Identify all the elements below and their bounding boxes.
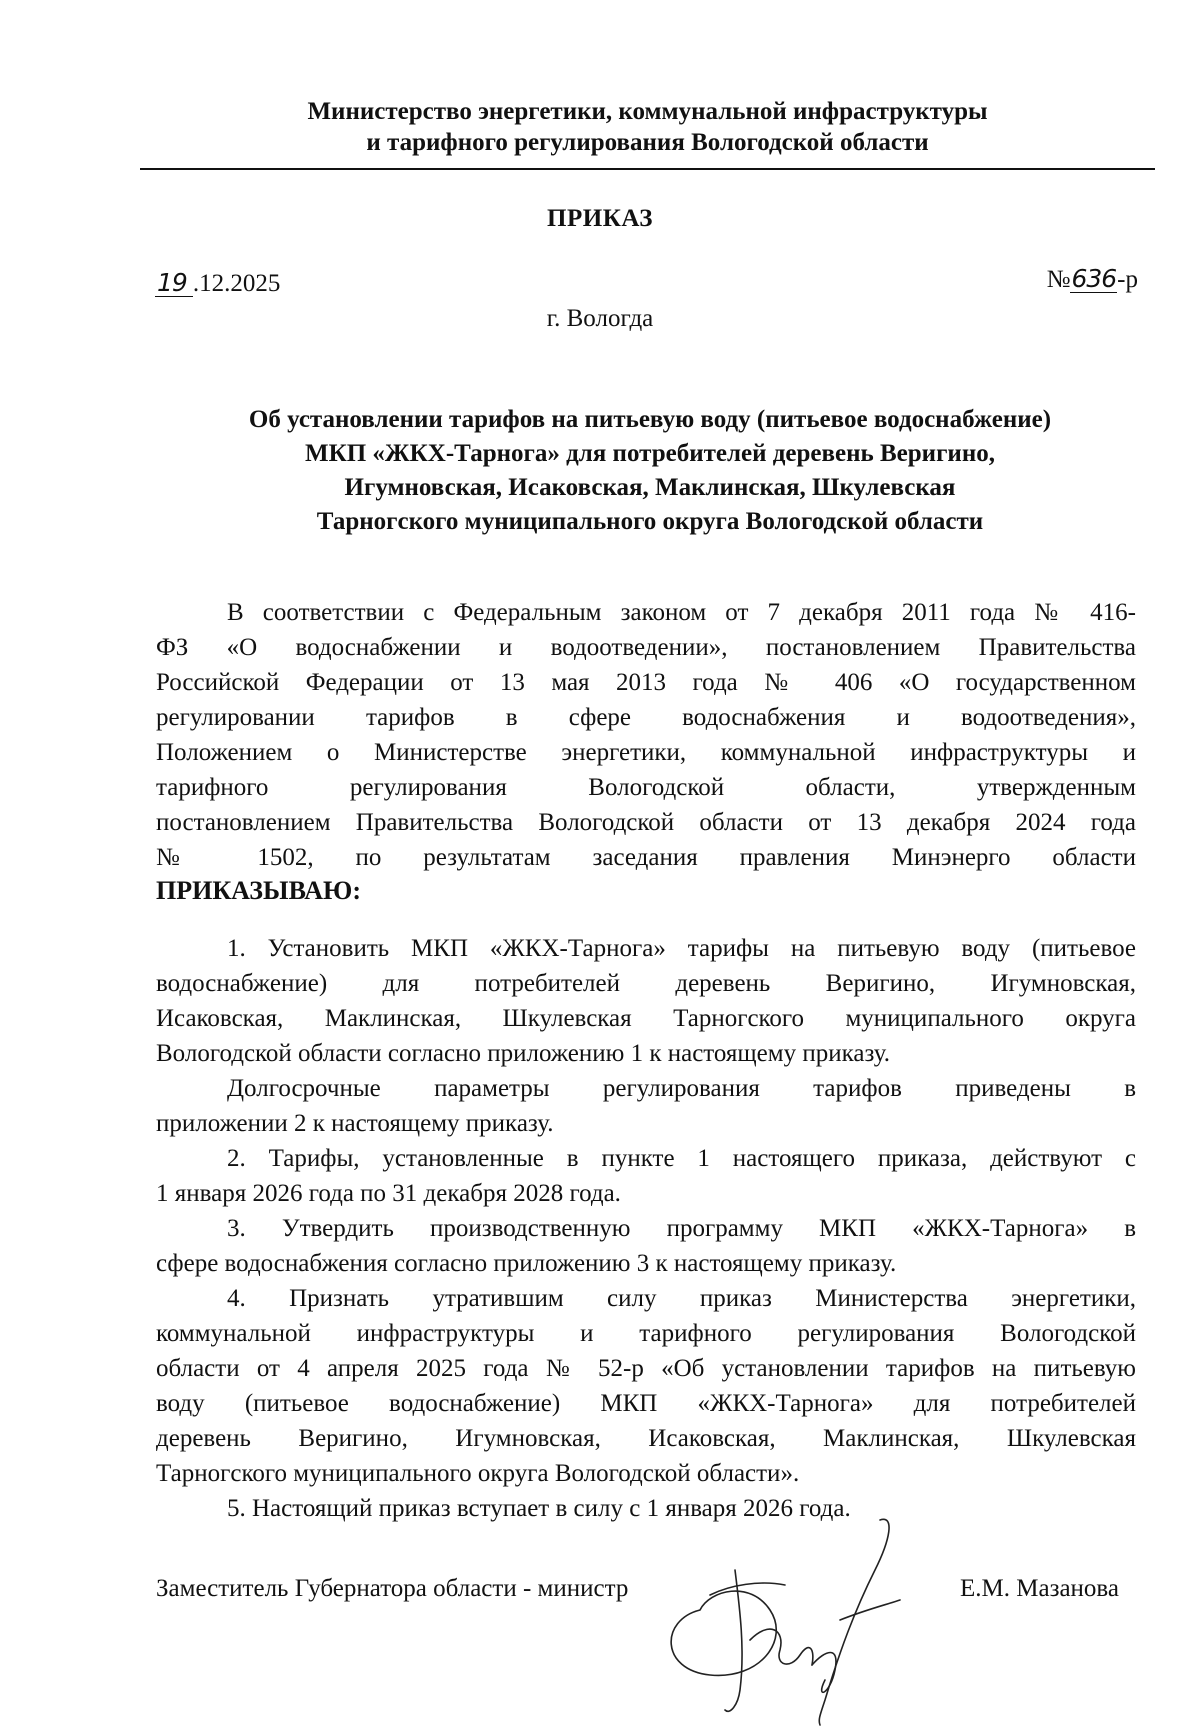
- preamble-line: постановлением Правительства Вологодской области от 13 декабря 2024 года: [156, 809, 1136, 836]
- item-line: 4. Признать утратившим силу приказ Министерства энергетики,: [227, 1285, 1136, 1312]
- heading-line: Игумновская, Исаковская, Маклинская, Шкулевская: [344, 474, 956, 501]
- preamble-line: регулировании тарифов в сфере водоснабжения и водоотведения»,: [156, 704, 1136, 731]
- preamble-line: № 1502, по результатам заседания правления Минэнерго области: [156, 844, 1136, 871]
- date-day-handwritten: 19: [155, 270, 193, 297]
- ministry-name-line-2: и тарифного регулирования Вологодской области: [366, 129, 929, 156]
- item-line: водоснабжение) для потребителей деревень Веригино, Игумновская,: [156, 970, 1136, 997]
- document-city: г. Вологда: [546, 305, 654, 332]
- item-line: Вологодской области согласно приложению 1 к настоящему приказу.: [156, 1040, 891, 1067]
- header-rule: [140, 168, 1155, 170]
- date-month-year: .12.2025: [192, 270, 281, 297]
- document-date: [155, 270, 280, 298]
- signatory-name: Е.М. Мазанова: [960, 1575, 1119, 1602]
- preamble-line: ФЗ «О водоснабжении и водоотведении», постановлением Правительства: [156, 634, 1136, 661]
- document-title: ПРИКАЗ: [547, 205, 653, 232]
- document-number: [1047, 266, 1138, 294]
- item-line: 2. Тарифы, установленные в пункте 1 настоящего приказа, действуют с: [227, 1145, 1136, 1172]
- item-line: воду (питьевое водоснабжение) МКП «ЖКХ-Тарнога» для потребителей: [156, 1390, 1136, 1417]
- handwritten-signature: [640, 1500, 970, 1730]
- order-word: ПРИКАЗЫВАЮ:: [156, 876, 361, 905]
- item-line: 1. Установить МКП «ЖКХ-Тарнога» тарифы на питьевую воду (питьевое: [227, 935, 1136, 962]
- signatory-position: Заместитель Губернатора области - министр: [156, 1575, 629, 1602]
- preamble-line: Положением о Министерстве энергетики, коммунальной инфраструктуры и: [156, 739, 1136, 766]
- preamble-line: тарифного регулирования Вологодской области, утвержденным: [156, 774, 1136, 801]
- item-line: области от 4 апреля 2025 года № 52-р «Об установлении тарифов на питьевую: [156, 1355, 1136, 1382]
- item-line: коммунальной инфраструктуры и тарифного регулирования Вологодской: [156, 1320, 1136, 1347]
- item-line: Долгосрочные параметры регулирования тарифов приведены в: [227, 1075, 1136, 1102]
- preamble-line: В соответствии с Федеральным законом от 7 декабря 2011 года № 416-: [227, 599, 1136, 626]
- number-handwritten: 636: [1071, 264, 1117, 293]
- item-line: Исаковская, Маклинская, Шкулевская Тарногского муниципального округа: [156, 1005, 1136, 1032]
- number-prefix: №: [1046, 266, 1071, 293]
- document-heading: [150, 403, 1150, 539]
- heading-line: Об установлении тарифов на питьевую воду (питьевое водоснабжение): [248, 406, 1052, 433]
- item-line: Тарногского муниципального округа Вологодской области».: [156, 1460, 800, 1487]
- item-line: сфере водоснабжения согласно приложению 3 к настоящему приказу.: [156, 1250, 897, 1277]
- item-line: 5. Настоящий приказ вступает в силу с 1 января 2026 года.: [227, 1495, 851, 1522]
- item-line: деревень Веригино, Игумновская, Исаковская, Маклинская, Шкулевская: [156, 1425, 1136, 1452]
- item-line: 3. Утвердить производственную программу МКП «ЖКХ-Тарнога» в: [227, 1215, 1136, 1242]
- preamble-line: Российской Федерации от 13 мая 2013 года № 406 «О государственном: [156, 669, 1136, 696]
- ministry-name-line-1: Министерство энергетики, коммунальной инфраструктуры: [307, 98, 988, 125]
- item-line: приложении 2 к настоящему приказу.: [156, 1110, 554, 1137]
- heading-line: МКП «ЖКХ-Тарнога» для потребителей деревень Веригино,: [305, 440, 995, 467]
- item-line: 1 января 2026 года по 31 декабря 2028 года.: [156, 1180, 621, 1207]
- number-suffix: -р: [1117, 266, 1138, 293]
- heading-line: Тарногского муниципального округа Вологодской области: [316, 508, 984, 535]
